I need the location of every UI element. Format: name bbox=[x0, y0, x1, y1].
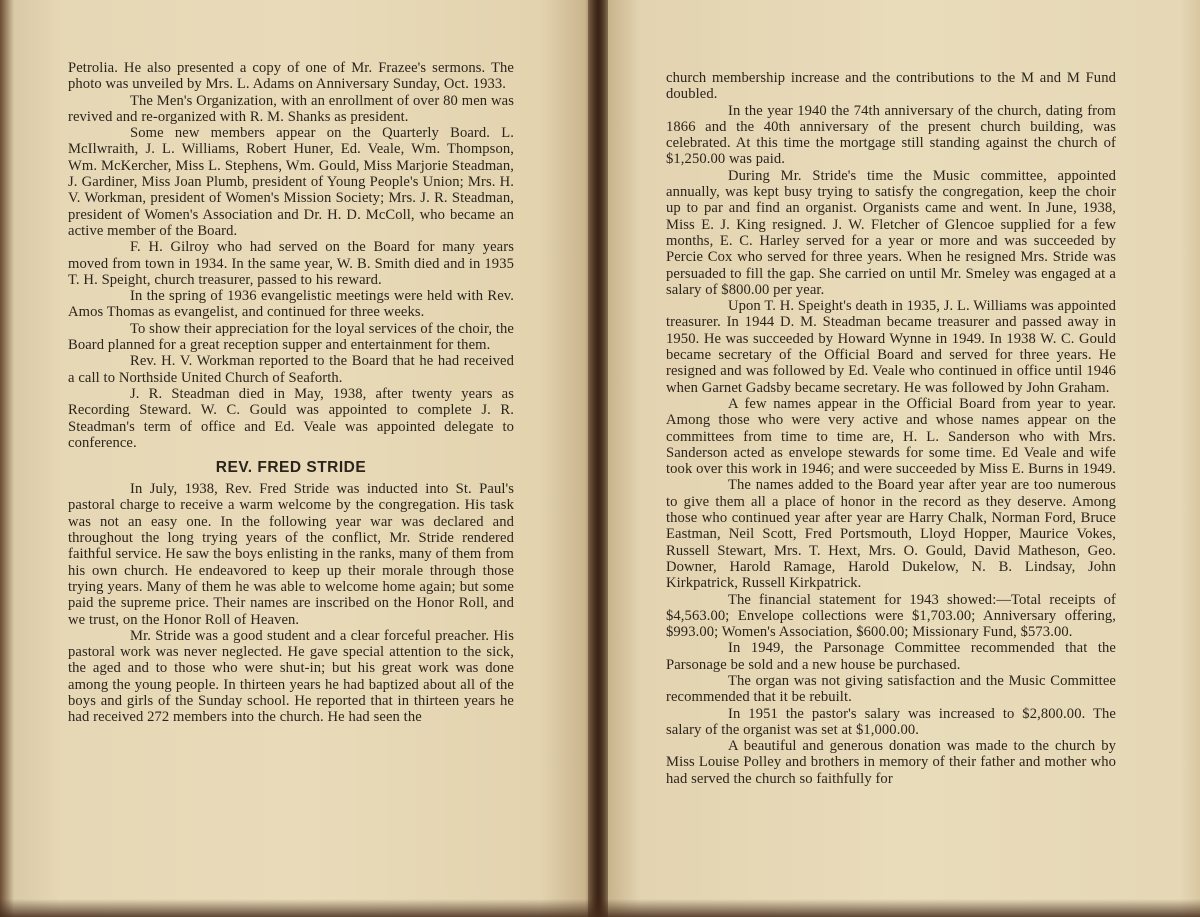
paragraph: Rev. H. V. Workman reported to the Board that he had received a call to Northside United Church of Seaforth. bbox=[68, 353, 514, 386]
paragraph: In the year 1940 the 74th anniversary of the church, dating from 1866 and the 40th anniversary of the present church building, was celebrated. At this time the mortgage still standing against the church of $1,250.00 was paid. bbox=[666, 102, 1116, 168]
paragraph: In July, 1938, Rev. Fred Stride was inducted into St. Paul's pastoral charge to receive a warm welcome by the congregation. His task was not an easy one. In the following year war was declared and throughout the long trying years of the conflict, Mr. Stride rendered faithful service. He saw the boys enlisting in the ranks, many of them from his own church. He endeavored to keep up their morale through those trying years. Many of them he was able to welcome home again; but some paid the supreme price. Their names are inscribed on the Honor Roll, and we trust, on the Honor Roll of Heaven. bbox=[68, 481, 514, 628]
paragraph: A few names appear in the Official Board from year to year. Among those who were very active and whose names appear on the committees from time to time are, H. L. Sanderson who with Mrs. Sanderson acted as envelope stewards for some time. Ed Veale and wife took over this work in 1946; and were succeeded by Miss E. Burns in 1949. bbox=[666, 395, 1116, 478]
paragraph: church membership increase and the contributions to the M and M Fund doubled. bbox=[666, 70, 1116, 103]
paragraph: The financial statement for 1943 showed:—Total receipts of $4,563.00; Envelope collections were $1,703.00; Anniversary offering, $993.00; Women's Association, $600.00; Missionary Fund, $573.00. bbox=[666, 591, 1116, 641]
paragraph: The Men's Organization, with an enrollment of over 80 men was revived and re-organized with R. M. Shanks as president. bbox=[68, 92, 514, 125]
paragraph: To show their appreciation for the loyal services of the choir, the Board planned for a great reception supper and entertainment for them. bbox=[68, 320, 514, 354]
paragraph: In 1951 the pastor's salary was increased to $2,800.00. The salary of the organist was set at $1,000.00. bbox=[666, 705, 1116, 738]
paragraph: In 1949, the Parsonage Committee recommended that the Parsonage be sold and a new house be purchased. bbox=[666, 640, 1116, 673]
left-page bbox=[0, 0, 592, 917]
paragraph: During Mr. Stride's time the Music committee, appointed annually, was kept busy trying to satisfy the congregation, keep the choir up to par and find an organist. Organists came and went. In June, 1938, Miss E. J. King resigned. J. W. Fletcher of Glencoe supplied for a few months, E. C. Harley served for a year or more and was succeeded by Percie Cox who served for three years. When he resigned Mrs. Stride was persuaded to fill the gap. She carried on until Mr. Smeley was engaged at a salary of $800.00 per year. bbox=[666, 167, 1116, 298]
paragraph: In the spring of 1936 evangelistic meetings were held with Rev. Amos Thomas as evangelist, and continued for three weeks. bbox=[68, 288, 514, 321]
left-page-text-before-heading bbox=[68, 60, 514, 451]
paragraph: Some new members appear on the Quarterly Board. L. McIlwraith, J. L. Williams, Robert Huner, Ed. Veale, Wm. Thompson, Wm. McKercher, Miss L. Stephens, Wm. Gould, Miss Marjorie Steadman, J. Gardiner, Miss Joan Plumb, president of Young People's Union; Mrs. H. V. Workman, president of Women's Mission Society; Mrs. J. R. Steadman, president of Women's Association and Dr. H. D. McColl, who became an active member of the Board. bbox=[68, 125, 514, 239]
paragraph: Upon T. H. Speight's death in 1935, J. L. Williams was appointed treasurer. In 1944 D. M. Steadman became treasurer and passed away in 1950. He was succeeded by Howard Wynne in 1949. In 1938 W. C. Gould became secretary of the Official Board and served for three years. He resigned and was followed by Ed. Veale who continued in office until 1946 when Garnet Gadsby became secretary. He was followed by John Graham. bbox=[666, 298, 1116, 396]
right-page bbox=[604, 0, 1200, 917]
page-bottom-edge bbox=[0, 899, 1200, 917]
section-heading: REV. FRED STRIDE bbox=[215, 459, 367, 477]
left-page-text-after-heading bbox=[68, 481, 514, 725]
paragraph: The names added to the Board year after year are too numerous to give them all a place of honor in the record as they deserve. Among those who continued year after year are Harry Chalk, Norman Ford, Bruce Eastman, Neil Scott, Fred Portsmouth, Lloyd Hopper, Maurice Vokes, Russell Stewart, Mrs. T. Hext, Mrs. O. Gould, David Matheson, Geo. Downer, Harold Ramage, Harold Dukelow, N. B. Lindsay, John Kirkpatrick, Russell Kirkpatrick. bbox=[666, 477, 1116, 592]
paragraph: Mr. Stride was a good student and a clear forceful preacher. His pastoral work was never neglected. He gave special attention to the sick, the aged and to those who were shut-in; but his great work was done among the young people. In thirteen years he had baptized about all of the boys and girls of the Sunday school. He reported that in thirteen years he had received 272 members into the church. He had seen the bbox=[68, 627, 514, 726]
paragraph: Petrolia. He also presented a copy of one of Mr. Frazee's sermons. The photo was unveiled by Mrs. L. Adams on Anniversary Sunday, Oct. 1933. bbox=[68, 60, 514, 93]
paragraph: J. R. Steadman died in May, 1938, after twenty years as Recording Steward. W. C. Gould was appointed to complete J. R. Steadman's term of office and Ed. Veale was appointed delegate to conference. bbox=[68, 385, 514, 451]
paragraph: A beautiful and generous donation was made to the church by Miss Louise Polley and brothers in memory of their father and mother who had served the church so faithfully for bbox=[666, 738, 1116, 787]
paragraph: F. H. Gilroy who had served on the Board for many years moved from town in 1934. In the same year, W. B. Smith died and in 1935 T. H. Speight, church treasurer, passed to his reward. bbox=[68, 239, 514, 288]
paragraph: The organ was not giving satisfaction and the Music Committee recommended that it be rebuilt. bbox=[666, 672, 1116, 706]
right-page-text bbox=[666, 70, 1116, 787]
